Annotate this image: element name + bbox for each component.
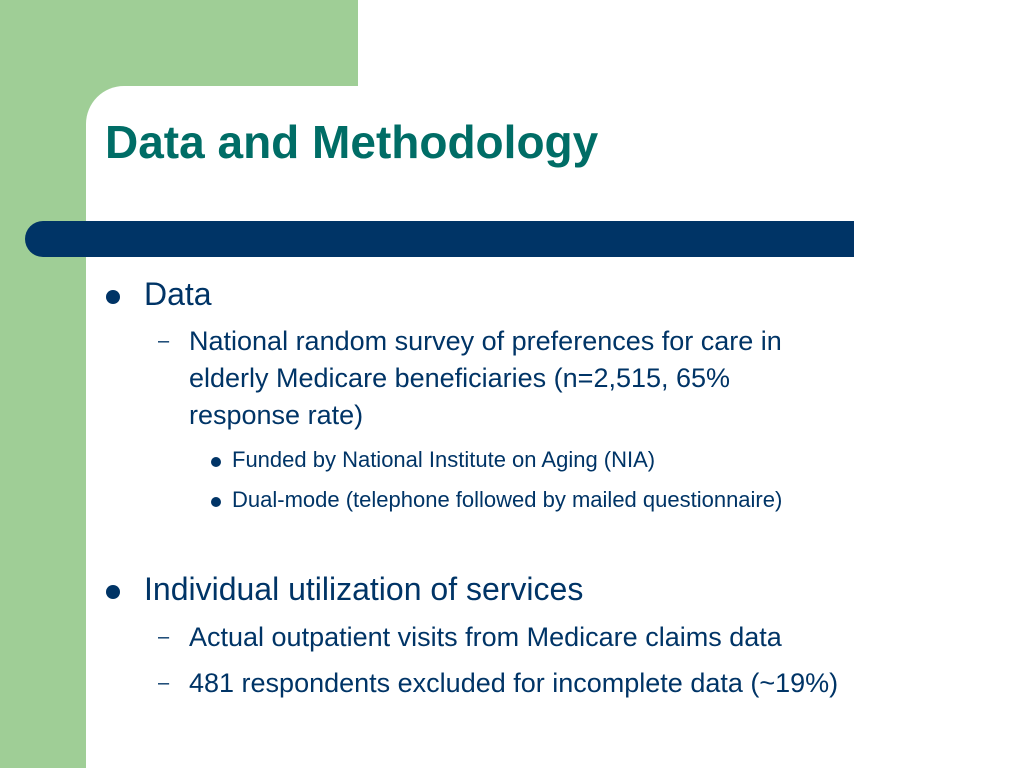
dash-bullet-icon: – (158, 672, 170, 694)
bullet-text: Data (144, 276, 212, 312)
bullet-dot-icon (106, 585, 120, 599)
dash-bullet-icon: – (158, 330, 170, 352)
sub-bullet-text-line: elderly Medicare beneficiaries (n=2,515, 65% (189, 363, 731, 393)
sub-sub-bullet-text: Dual-mode (telephone followed by mailed questionnaire) (232, 487, 783, 512)
sub-bullet-text-line: response rate) (189, 400, 364, 430)
bullet-dot-icon (211, 457, 221, 467)
slide-title: Data and Methodology (105, 116, 599, 168)
bullet-dot-icon (106, 290, 120, 304)
sub-bullet-text-line: 481 respondents excluded for incomplete data (~19%) (189, 668, 839, 698)
bullet-text: Individual utilization of services (144, 571, 584, 607)
dash-bullet-icon: – (158, 626, 170, 648)
sub-sub-bullet-text: Funded by National Institute on Aging (NIA) (232, 447, 656, 472)
sub-bullet-text-line: Actual outpatient visits from Medicare claims data (189, 622, 782, 652)
sub-bullet-text-line: National random survey of preferences for care in (189, 326, 782, 356)
bullet-dot-icon (211, 497, 221, 507)
